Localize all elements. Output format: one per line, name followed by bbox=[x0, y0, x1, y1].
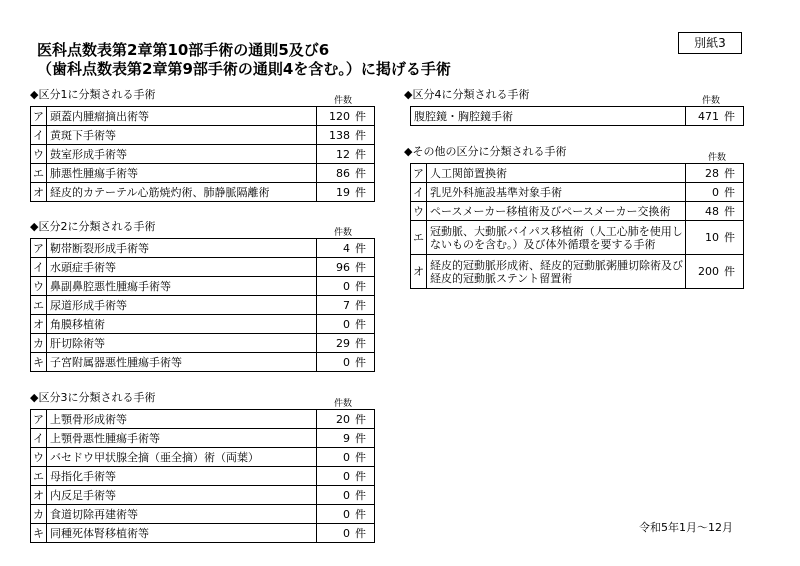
count-cell bbox=[317, 239, 375, 258]
procedure-name: 母指化手術等 bbox=[47, 467, 317, 486]
table-row bbox=[31, 296, 375, 315]
count-cell bbox=[317, 296, 375, 315]
count-unit: 件 bbox=[724, 185, 735, 199]
count-value: 29 bbox=[336, 336, 350, 350]
row-key: イ bbox=[31, 429, 47, 448]
row-key: ウ bbox=[31, 145, 47, 164]
count-cell bbox=[317, 448, 375, 467]
count-value: 0 bbox=[343, 450, 350, 464]
count-value: 12 bbox=[336, 147, 350, 161]
count-value: 0 bbox=[343, 488, 350, 502]
procedure-name: 冠動脈、大動脈バイパス移植術（人工心肺を使用しないものを含む。）及び体外循環を要する手術 bbox=[427, 221, 686, 255]
procedure-name: 経皮的カテーテル心筋焼灼術、肺静脈隔離術 bbox=[47, 183, 317, 202]
section-other-table bbox=[410, 163, 744, 289]
procedure-name: 乳児外科施設基準対象手術 bbox=[427, 183, 686, 202]
table-row bbox=[31, 486, 375, 505]
count-unit: 件 bbox=[355, 279, 366, 293]
document-title bbox=[37, 41, 451, 79]
section-1-title: ◆区分1に分類される手術 bbox=[30, 88, 156, 101]
count-cell bbox=[317, 183, 375, 202]
table-row bbox=[31, 258, 375, 277]
count-value: 0 bbox=[712, 185, 719, 199]
row-key: ア bbox=[31, 239, 47, 258]
count-value: 138 bbox=[329, 128, 350, 142]
count-unit: 件 bbox=[724, 166, 735, 180]
count-value: 4 bbox=[343, 241, 350, 255]
count-value: 120 bbox=[329, 109, 350, 123]
count-unit: 件 bbox=[724, 109, 735, 123]
count-cell bbox=[317, 277, 375, 296]
count-unit: 件 bbox=[355, 317, 366, 331]
count-value: 0 bbox=[343, 526, 350, 540]
table-row bbox=[411, 107, 744, 126]
row-key: エ bbox=[31, 164, 47, 183]
section-2-table bbox=[30, 238, 375, 372]
table-row bbox=[31, 183, 375, 202]
count-cell bbox=[686, 255, 744, 289]
count-cell bbox=[317, 410, 375, 429]
row-key: ア bbox=[411, 164, 427, 183]
count-cell bbox=[317, 334, 375, 353]
procedure-name: 水頭症手術等 bbox=[47, 258, 317, 277]
procedure-name: 角膜移植術 bbox=[47, 315, 317, 334]
section-4-title: ◆区分4に分類される手術 bbox=[404, 88, 530, 101]
count-header: 件数 bbox=[334, 228, 353, 238]
count-value: 7 bbox=[343, 298, 350, 312]
count-unit: 件 bbox=[355, 507, 366, 521]
count-header: 件数 bbox=[702, 96, 721, 106]
row-key: オ bbox=[31, 183, 47, 202]
count-cell bbox=[317, 164, 375, 183]
count-unit: 件 bbox=[355, 488, 366, 502]
procedure-name: 肺悪性腫瘍手術等 bbox=[47, 164, 317, 183]
count-value: 200 bbox=[698, 265, 719, 278]
count-cell bbox=[317, 467, 375, 486]
count-value: 0 bbox=[343, 317, 350, 331]
count-value: 0 bbox=[343, 355, 350, 369]
table-row bbox=[411, 202, 744, 221]
row-key: ウ bbox=[31, 277, 47, 296]
count-unit: 件 bbox=[355, 109, 366, 123]
count-value: 19 bbox=[336, 185, 350, 199]
count-value: 20 bbox=[336, 412, 350, 426]
procedure-name: バセドウ甲状腺全摘（亜全摘）術（両葉） bbox=[47, 448, 317, 467]
table-row bbox=[31, 524, 375, 543]
count-cell bbox=[686, 202, 744, 221]
count-unit: 件 bbox=[355, 355, 366, 369]
annex-label: 別紙3 bbox=[678, 32, 742, 54]
table-row bbox=[31, 126, 375, 145]
table-row bbox=[31, 239, 375, 258]
row-key: イ bbox=[411, 183, 427, 202]
table-row bbox=[31, 353, 375, 372]
row-key: カ bbox=[31, 505, 47, 524]
section-2-title: ◆区分2に分類される手術 bbox=[30, 220, 156, 233]
table-row bbox=[31, 467, 375, 486]
section-1-table bbox=[30, 106, 375, 202]
row-key: オ bbox=[31, 486, 47, 505]
count-cell bbox=[317, 486, 375, 505]
count-value: 0 bbox=[343, 507, 350, 521]
row-key: ア bbox=[31, 107, 47, 126]
section-3-title: ◆区分3に分類される手術 bbox=[30, 391, 156, 404]
count-cell bbox=[317, 145, 375, 164]
procedure-name: 靭帯断裂形成手術等 bbox=[47, 239, 317, 258]
count-unit: 件 bbox=[355, 412, 366, 426]
row-key: カ bbox=[31, 334, 47, 353]
procedure-name: ペースメーカー移植術及びペースメーカー交換術 bbox=[427, 202, 686, 221]
row-key: エ bbox=[31, 467, 47, 486]
count-cell bbox=[317, 107, 375, 126]
count-unit: 件 bbox=[355, 450, 366, 464]
count-unit: 件 bbox=[355, 185, 366, 199]
count-unit: 件 bbox=[724, 265, 735, 278]
table-row bbox=[411, 221, 744, 255]
count-cell bbox=[317, 315, 375, 334]
count-unit: 件 bbox=[355, 526, 366, 540]
count-value: 0 bbox=[343, 469, 350, 483]
row-key: イ bbox=[31, 258, 47, 277]
count-value: 471 bbox=[698, 109, 719, 123]
count-header: 件数 bbox=[334, 399, 353, 409]
count-value: 9 bbox=[343, 431, 350, 445]
row-key: キ bbox=[31, 353, 47, 372]
count-unit: 件 bbox=[355, 128, 366, 142]
procedure-name: 内反足手術等 bbox=[47, 486, 317, 505]
count-cell bbox=[317, 353, 375, 372]
count-unit: 件 bbox=[355, 469, 366, 483]
table-row bbox=[411, 255, 744, 289]
row-key: オ bbox=[31, 315, 47, 334]
count-cell bbox=[686, 221, 744, 255]
row-key: エ bbox=[411, 221, 427, 255]
procedure-name: 子宮附属器悪性腫瘍手術等 bbox=[47, 353, 317, 372]
count-cell bbox=[686, 107, 744, 126]
section-other-title: ◆その他の区分に分類される手術 bbox=[404, 145, 567, 158]
procedure-name: 鼓室形成手術等 bbox=[47, 145, 317, 164]
row-key: キ bbox=[31, 524, 47, 543]
count-unit: 件 bbox=[724, 204, 735, 218]
table-row bbox=[31, 164, 375, 183]
count-header: 件数 bbox=[334, 96, 353, 106]
table-row bbox=[31, 410, 375, 429]
count-unit: 件 bbox=[355, 241, 366, 255]
table-row bbox=[31, 277, 375, 296]
table-row bbox=[411, 164, 744, 183]
procedure-name: 尿道形成手術等 bbox=[47, 296, 317, 315]
count-cell bbox=[317, 258, 375, 277]
count-unit: 件 bbox=[355, 166, 366, 180]
section-4-table bbox=[410, 106, 744, 126]
procedure-name: 頭蓋内腫瘤摘出術等 bbox=[47, 107, 317, 126]
title-line-1: 医科点数表第2章第10部手術の通則5及び6 bbox=[37, 41, 330, 59]
count-unit: 件 bbox=[355, 336, 366, 350]
count-cell bbox=[317, 429, 375, 448]
procedure-name: 腹腔鏡・胸腔鏡手術 bbox=[411, 107, 686, 126]
count-value: 86 bbox=[336, 166, 350, 180]
row-key: ウ bbox=[31, 448, 47, 467]
table-row bbox=[31, 315, 375, 334]
procedure-name: 同種死体腎移植術等 bbox=[47, 524, 317, 543]
procedure-name: 上顎骨形成術等 bbox=[47, 410, 317, 429]
table-row bbox=[411, 183, 744, 202]
table-row bbox=[31, 429, 375, 448]
procedure-name: 人工関節置換術 bbox=[427, 164, 686, 183]
table-row bbox=[31, 145, 375, 164]
count-value: 96 bbox=[336, 260, 350, 274]
row-key: オ bbox=[411, 255, 427, 289]
count-unit: 件 bbox=[355, 298, 366, 312]
procedure-name: 上顎骨悪性腫瘍手術等 bbox=[47, 429, 317, 448]
count-unit: 件 bbox=[355, 431, 366, 445]
count-cell bbox=[686, 183, 744, 202]
count-value: 0 bbox=[343, 279, 350, 293]
procedure-name: 肝切除術等 bbox=[47, 334, 317, 353]
row-key: エ bbox=[31, 296, 47, 315]
section-3-table bbox=[30, 409, 375, 543]
row-key: ア bbox=[31, 410, 47, 429]
table-row bbox=[31, 334, 375, 353]
row-key: イ bbox=[31, 126, 47, 145]
count-cell bbox=[686, 164, 744, 183]
table-row bbox=[31, 505, 375, 524]
procedure-name: 黄斑下手術等 bbox=[47, 126, 317, 145]
count-cell bbox=[317, 126, 375, 145]
procedure-name: 鼻副鼻腔悪性腫瘍手術等 bbox=[47, 277, 317, 296]
count-unit: 件 bbox=[355, 147, 366, 161]
row-key: ウ bbox=[411, 202, 427, 221]
period-label: 令和5年1月～12月 bbox=[639, 521, 733, 534]
count-unit: 件 bbox=[724, 231, 735, 244]
count-value: 28 bbox=[705, 166, 719, 180]
count-unit: 件 bbox=[355, 260, 366, 274]
count-cell bbox=[317, 524, 375, 543]
count-value: 10 bbox=[705, 231, 719, 244]
procedure-name: 経皮的冠動脈形成術、経皮的冠動脈粥腫切除術及び経皮的冠動脈ステント留置術 bbox=[427, 255, 686, 289]
table-row bbox=[31, 448, 375, 467]
count-value: 48 bbox=[705, 204, 719, 218]
title-line-2: （歯科点数表第2章第9部手術の通則4を含む。）に掲げる手術 bbox=[37, 60, 451, 78]
table-row bbox=[31, 107, 375, 126]
count-cell bbox=[317, 505, 375, 524]
count-header: 件数 bbox=[708, 153, 727, 163]
procedure-name: 食道切除再建術等 bbox=[47, 505, 317, 524]
